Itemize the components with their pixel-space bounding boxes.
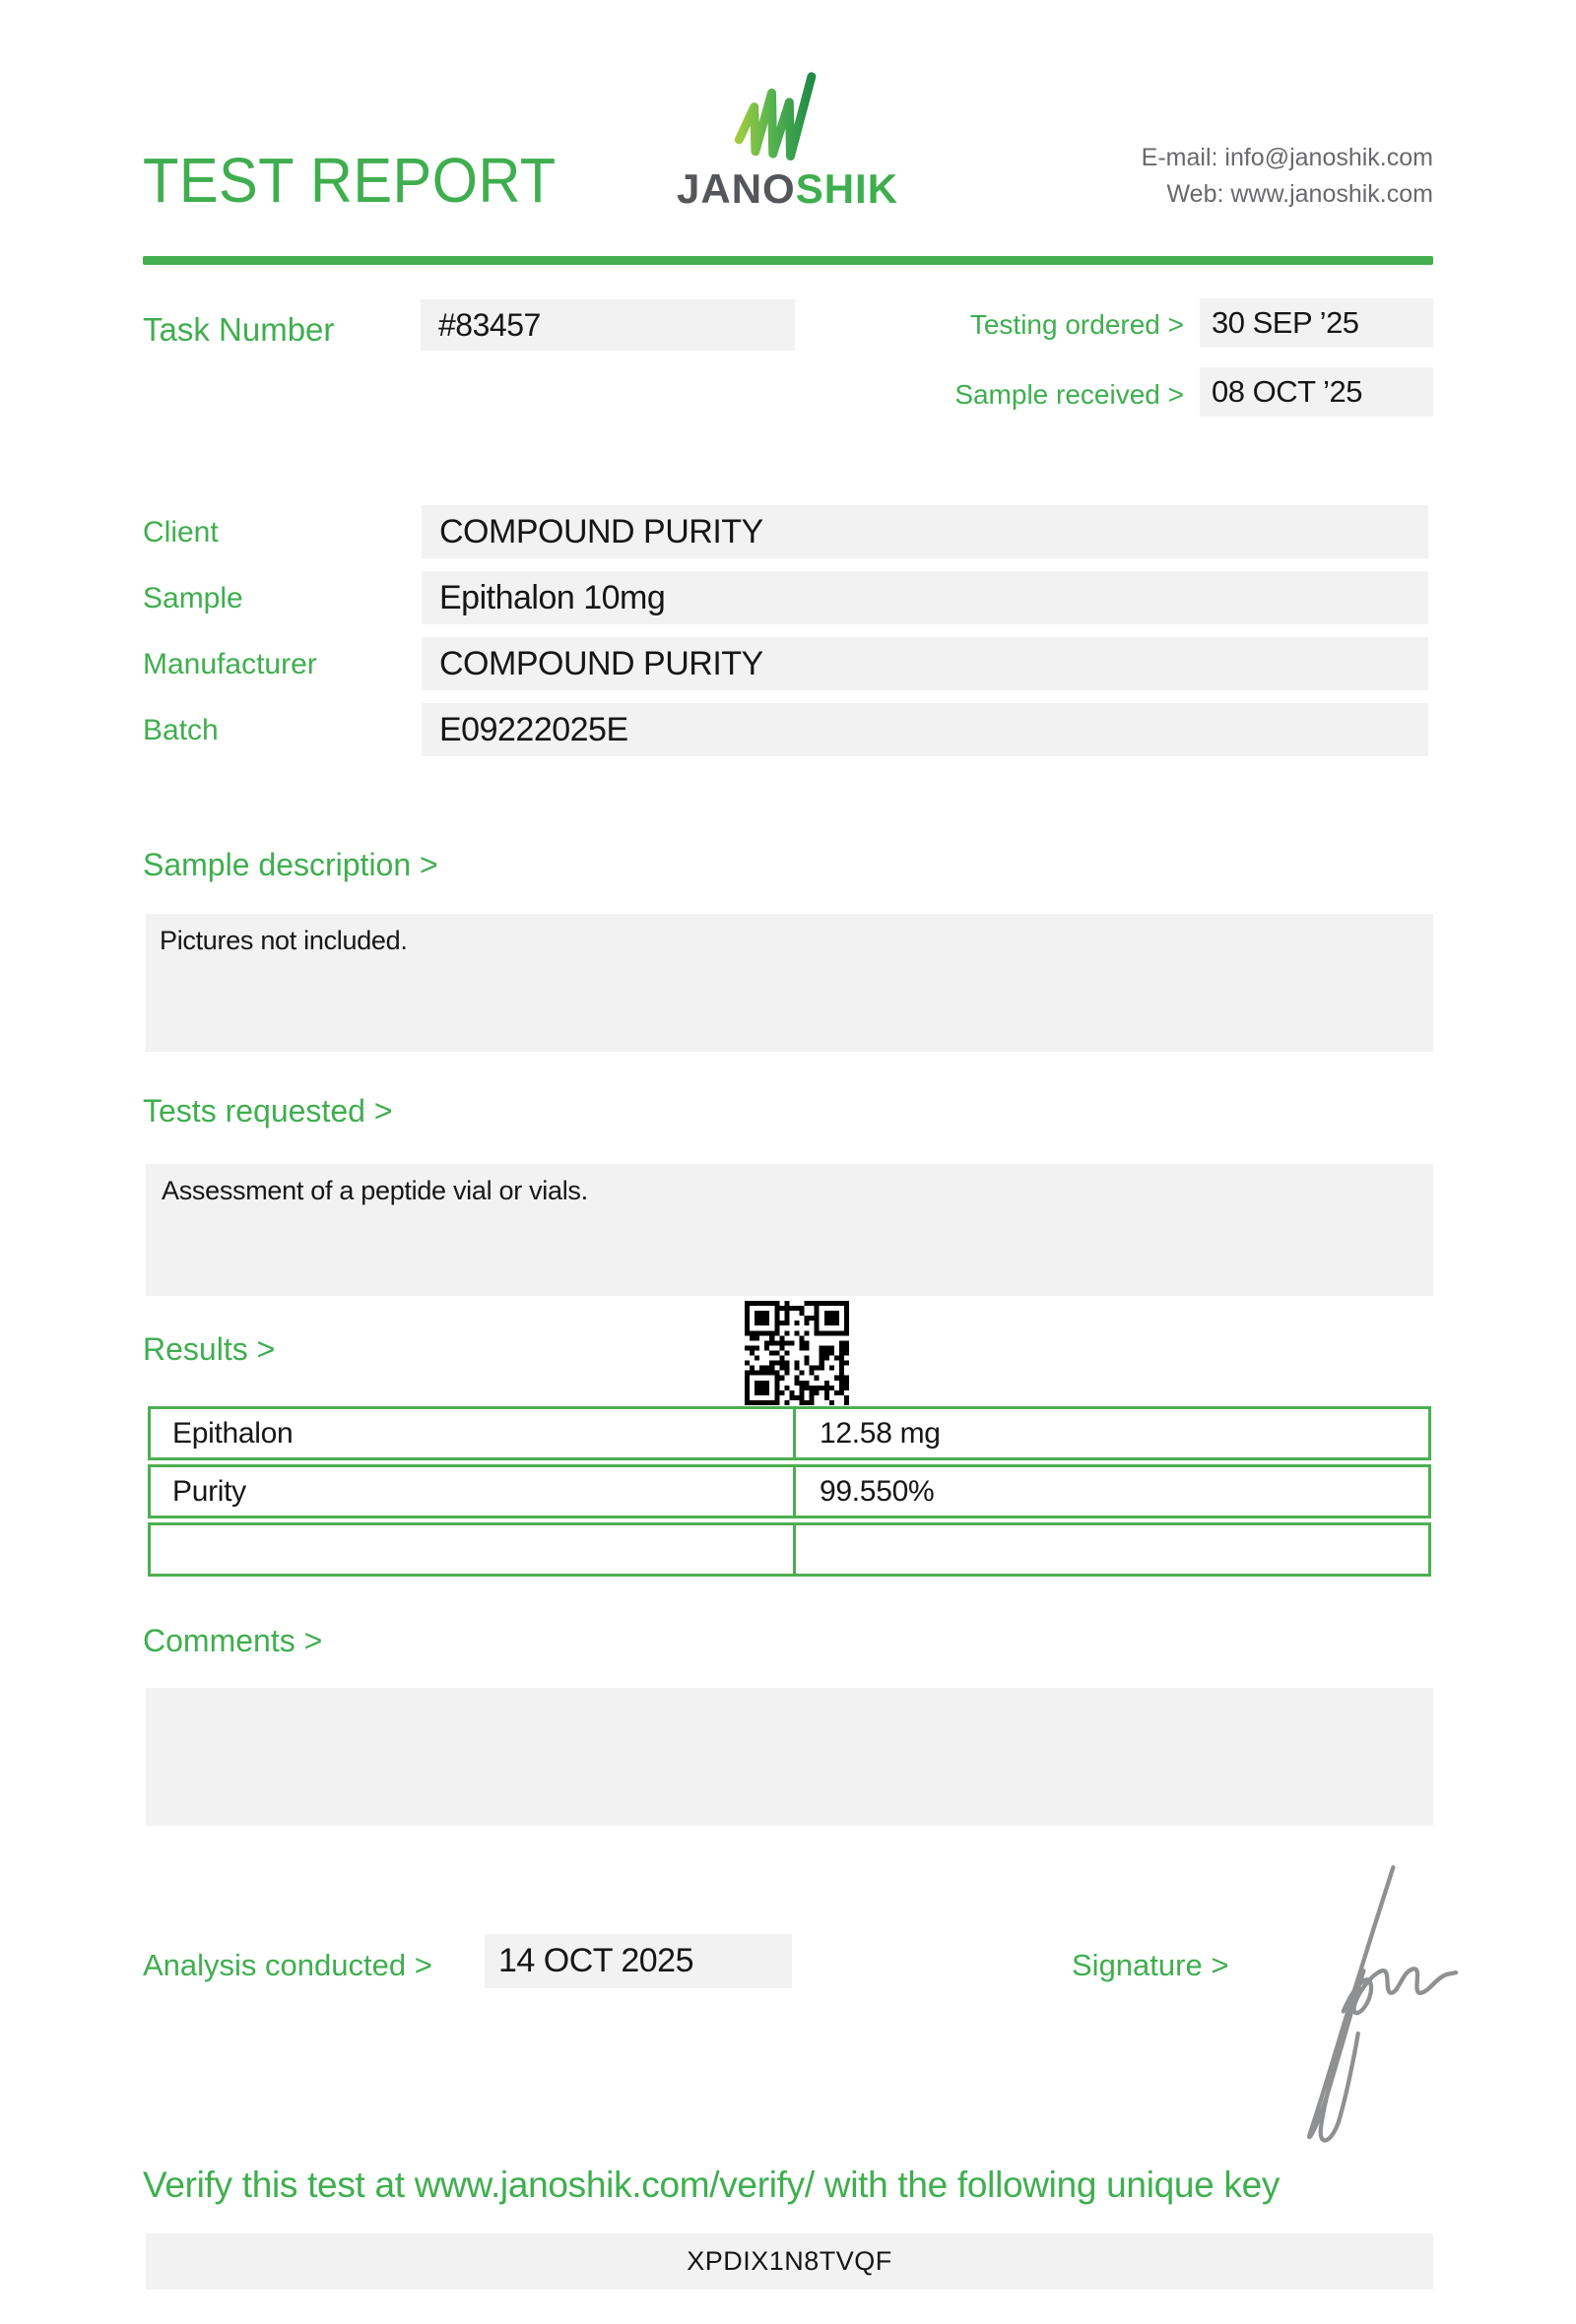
brand-wordmark-left: JANO: [677, 165, 796, 212]
field-value-sample: Epithalon 10mg: [422, 571, 1428, 624]
signature: [1276, 1856, 1463, 2152]
results-heading: Results >: [143, 1331, 276, 1367]
result-name-cell: Epithalon: [151, 1409, 796, 1457]
result-value-cell: 99.550%: [820, 1475, 935, 1508]
tests-requested-text: Assessment of a peptide vial or vials.: [162, 1176, 588, 1205]
verify-key-box: [146, 2233, 1433, 2290]
sample-received-value: 08 OCT ’25: [1200, 367, 1433, 417]
comments-box: [146, 1688, 1433, 1826]
analysis-date-value: 14 OCT 2025: [485, 1934, 792, 1988]
tests-requested-box: [146, 1164, 1433, 1296]
task-number-value: #83457: [421, 299, 795, 351]
field-value-batch: E09222025E: [422, 703, 1428, 756]
header-divider-rule: [143, 256, 1433, 265]
field-label-client: Client: [143, 516, 219, 549]
sample-description-text: Pictures not included.: [160, 926, 408, 955]
qr-code: [745, 1301, 849, 1405]
contact-email: E-mail: info@janoshik.com: [1141, 144, 1433, 171]
sample-description-heading: Sample description >: [143, 847, 438, 882]
result-row: [148, 1406, 1431, 1460]
verify-key: XPDIX1N8TVQF: [687, 2246, 892, 2276]
sample-received-label: Sample received >: [954, 379, 1184, 410]
field-value-manufacturer: COMPOUND PURITY: [422, 637, 1428, 690]
brand-wordmark-right: SHIK: [795, 165, 899, 212]
field-label-manufacturer: Manufacturer: [143, 648, 317, 680]
comments-heading: Comments >: [143, 1623, 323, 1658]
testing-ordered-value: 30 SEP ’25: [1200, 298, 1433, 348]
contact-web: Web: www.janoshik.com: [1166, 180, 1433, 208]
field-label-sample: Sample: [143, 582, 243, 614]
result-name-cell: Purity: [151, 1467, 796, 1516]
result-row: [148, 1522, 1431, 1577]
field-label-batch: Batch: [143, 714, 219, 746]
sample-description-box: [146, 914, 1433, 1052]
result-row: [148, 1464, 1431, 1518]
result-value-cell: 12.58 mg: [820, 1417, 941, 1450]
brand-wordmark: [677, 165, 898, 213]
results-table: [148, 1406, 1431, 1581]
contact-block: [1142, 140, 1433, 213]
brand-logo: [727, 72, 835, 165]
field-value-client: COMPOUND PURITY: [422, 505, 1428, 558]
testing-ordered-label: Testing ordered >: [969, 309, 1184, 340]
result-value-cell: [796, 1525, 1428, 1574]
result-name-cell: [151, 1525, 796, 1574]
task-number-label: Task Number: [143, 311, 335, 348]
analysis-conducted-label: Analysis conducted >: [143, 1948, 432, 1982]
verify-instruction: Verify this test at www.janoshik.com/verify/ with the following unique key: [143, 2164, 1280, 2205]
page-title: TEST REPORT: [143, 145, 557, 216]
signature-label: Signature >: [1072, 1948, 1229, 1982]
tests-requested-heading: Tests requested >: [143, 1093, 393, 1129]
